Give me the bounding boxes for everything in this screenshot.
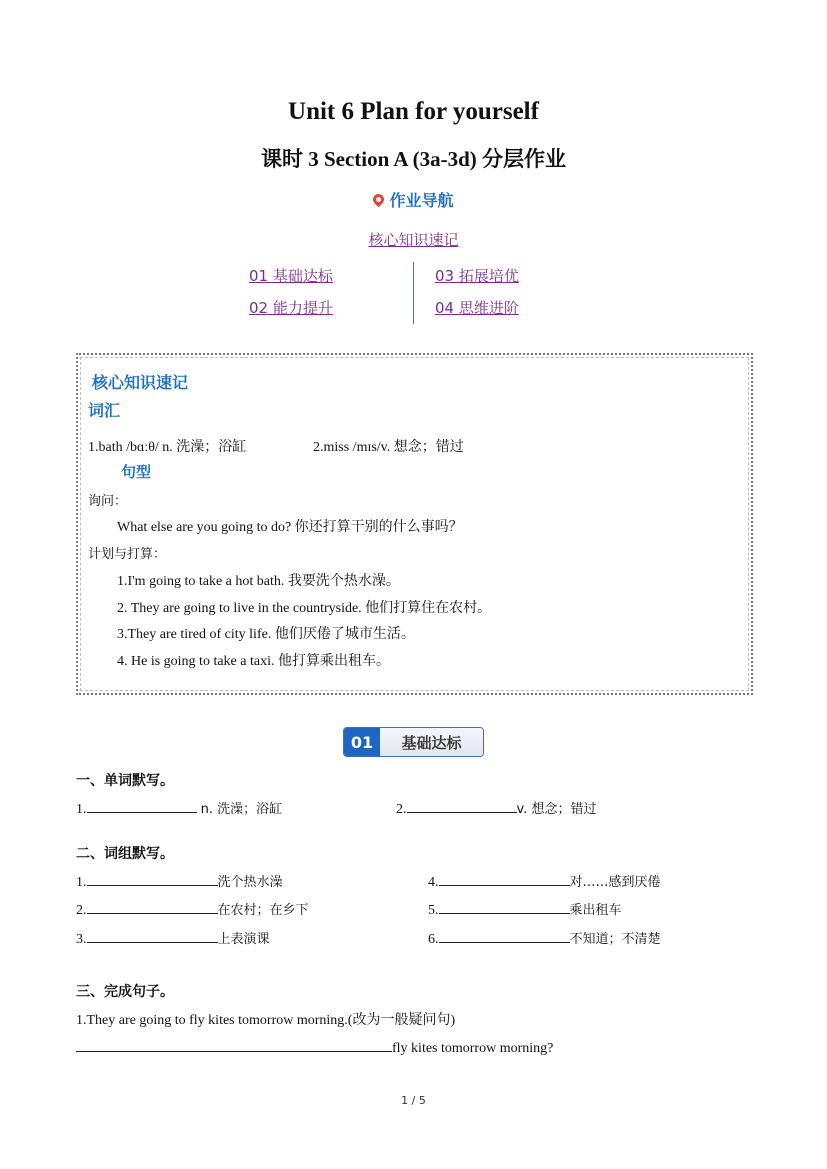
part1-item-2 xyxy=(396,798,596,818)
item-number: 3. xyxy=(76,932,87,947)
part2-item-6 xyxy=(428,928,661,948)
item-hint: 乘出租车 xyxy=(569,903,622,918)
answer-tail: fly kites tomorrow morning? xyxy=(392,1041,554,1056)
part3-question-1: 1.They are going to fly kites tomorrow morning.(改为一般疑问句) xyxy=(76,1013,456,1028)
item-hint: 在农村；在乡下 xyxy=(217,903,309,918)
item-hint: 不知道；不清楚 xyxy=(569,932,661,947)
section-badge xyxy=(343,727,484,757)
vocab-heading: 词汇 xyxy=(88,401,121,420)
part2-item-2 xyxy=(76,899,309,919)
item-hint: 洗个热水澡 xyxy=(217,875,283,890)
item-number: 4. xyxy=(428,875,439,890)
part1-heading: 一、单词默写。 xyxy=(76,773,174,789)
plan-sentence-4: 4. He is going to take a taxi. 他打算乘出租车。 xyxy=(117,654,390,669)
item-number: 2. xyxy=(76,903,87,918)
knowledge-heading: 核心知识速记 xyxy=(92,373,189,392)
nav-heading-text: 作业导航 xyxy=(389,191,454,210)
part2-item-4 xyxy=(428,871,661,891)
vocab-item-2: 2.miss /mɪs/v. 想念；错过 xyxy=(313,440,464,455)
answer-blank[interactable] xyxy=(87,928,218,943)
item-number: 1. xyxy=(76,802,87,817)
badge-number: 01 xyxy=(344,728,380,756)
part2-item-3 xyxy=(76,928,270,948)
answer-blank[interactable] xyxy=(87,871,218,886)
pattern-heading: 句型 xyxy=(121,463,152,481)
item-hint: 上表演课 xyxy=(217,932,270,947)
document-title: Unit 6 Plan for yourself xyxy=(288,98,539,125)
item-number: 1. xyxy=(76,875,87,890)
nav-divider xyxy=(413,262,414,324)
answer-blank[interactable] xyxy=(439,899,570,914)
item-number: 2. xyxy=(396,802,407,817)
item-number: 6. xyxy=(428,932,439,947)
vocab-item-1: 1.bath /bɑːθ/ n. 洗澡；浴缸 xyxy=(88,440,247,455)
answer-blank[interactable] xyxy=(76,1037,392,1052)
link-ability[interactable]: 02 能力提升 xyxy=(249,299,333,317)
plan-sentence-1: 1.I'm going to take a hot bath. 我要洗个热水澡。 xyxy=(117,574,400,589)
badge-label: 基础达标 xyxy=(380,728,483,756)
answer-blank[interactable] xyxy=(439,928,570,943)
answer-blank[interactable] xyxy=(407,798,517,813)
ask-label: 询问： xyxy=(88,494,128,509)
homework-navigation-heading xyxy=(0,188,827,211)
part2-heading: 二、词组默写。 xyxy=(76,846,174,862)
page-number: 1 / 5 xyxy=(401,1094,426,1107)
document-subtitle: 课时 3 Section A (3a-3d) 分层作业 xyxy=(260,147,567,171)
ask-sentence: What else are you going to do? 你还打算干别的什么事吗？ xyxy=(117,520,463,535)
part1-item-1 xyxy=(76,798,282,818)
part2-item-1 xyxy=(76,871,283,891)
plan-sentence-3: 3.They are tired of city life. 他们厌倦了城市生活。 xyxy=(117,627,415,642)
plan-label: 计划与打算： xyxy=(88,547,167,562)
item-number: 5. xyxy=(428,903,439,918)
link-basic[interactable]: 01 基础达标 xyxy=(249,267,333,285)
plan-sentence-2: 2. They are going to live in the countryside. 他们打算住在农村。 xyxy=(117,601,492,616)
part2-item-5 xyxy=(428,899,622,919)
part3-answer-1 xyxy=(76,1037,553,1057)
item-hint: v. 想念；错过 xyxy=(516,802,597,817)
link-extension[interactable]: 03 拓展培优 xyxy=(435,267,519,285)
link-core-knowledge[interactable]: 核心知识速记 xyxy=(368,231,459,249)
item-hint: n. 洗澡；浴缸 xyxy=(196,802,283,817)
location-pin-icon xyxy=(371,192,387,208)
answer-blank[interactable] xyxy=(439,871,570,886)
part3-heading: 三、完成句子。 xyxy=(76,984,174,1000)
answer-blank[interactable] xyxy=(87,798,197,813)
answer-blank[interactable] xyxy=(87,899,218,914)
item-hint: 对……感到厌倦 xyxy=(569,875,661,890)
link-thinking[interactable]: 04 思维进阶 xyxy=(435,299,519,317)
